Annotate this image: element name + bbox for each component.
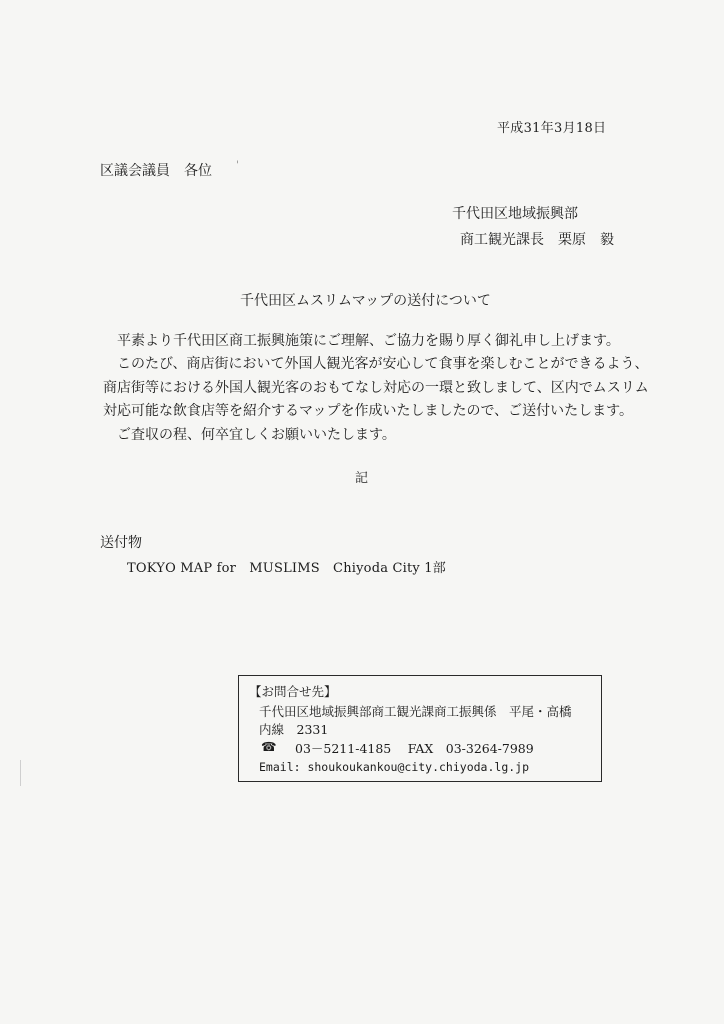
document-date: 平成31年3月18日 (497, 121, 607, 136)
scan-edge-line (20, 760, 21, 786)
body-paragraph: ご査収の程、何卒宜しくお願いいたします。 (117, 426, 396, 443)
ki-heading: 記 (355, 471, 369, 486)
phone-icon: ☎ (261, 739, 277, 754)
document-body (103, 330, 649, 447)
body-paragraph: 対応可能な飲食店等を紹介するマップを作成いたしましたので、ご送付いたします。 (103, 403, 634, 420)
stray-mark: ' (236, 160, 239, 171)
contact-extension: 内線 2331 (259, 722, 329, 737)
contact-title: 【お問合せ先】 (249, 684, 337, 699)
sender-department: 千代田区地域振興部 (452, 206, 578, 222)
contact-box (238, 675, 602, 782)
body-paragraph: 商店街等における外国人観光客のおもてなし対応の一環と致しまして、区内でムスリム (103, 379, 649, 396)
contact-email: Email: shoukoukankou@city.chiyoda.lg.jp (259, 760, 530, 774)
contact-department: 千代田区地域振興部商工観光課商工振興係 平尾・高橋 (259, 704, 572, 719)
body-paragraph: このたび、商店街において外国人観光客が安心して食事を楽しむことができるよう、 (117, 356, 649, 373)
body-paragraph: 平素より千代田区商工振興施策にご理解、ご協力を賜り厚く御礼申し上げます。 (117, 333, 620, 349)
enclosure-label: 送付物 (100, 535, 142, 551)
document-title: 千代田区ムスリムマップの送付について (240, 293, 491, 309)
sender-title-name: 商工観光課長 栗原 毅 (460, 232, 614, 248)
addressee: 区議会議員 各位 (100, 163, 212, 179)
enclosure-item: TOKYO MAP for MUSLIMS Chiyoda City 1部 (127, 561, 446, 576)
contact-phone: 03－5211-4185 FAX 03-3264-7989 (295, 741, 534, 756)
